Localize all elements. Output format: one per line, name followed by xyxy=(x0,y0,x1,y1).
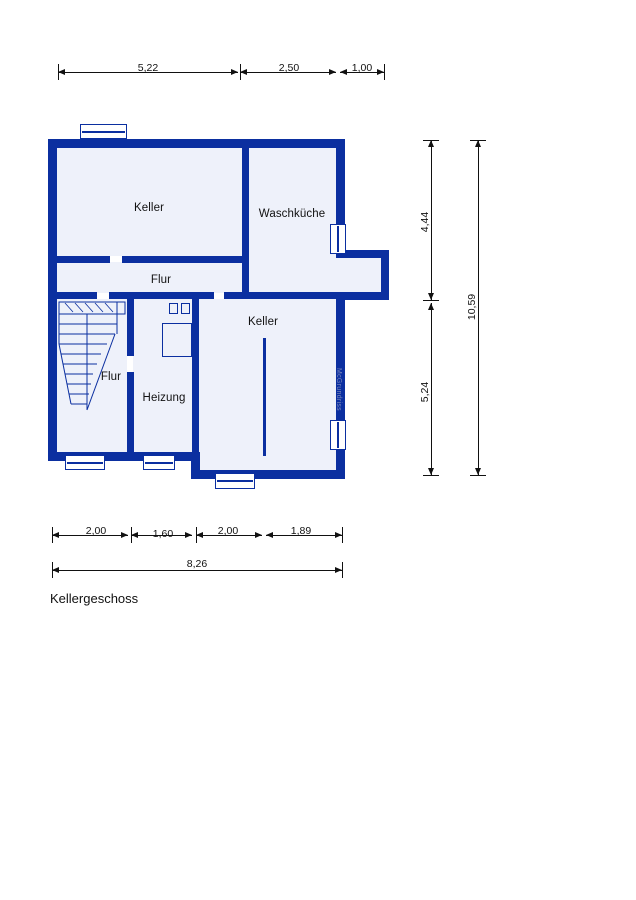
dim-arrow-bottom-1-left xyxy=(52,532,59,538)
dim-label-right-1: 4,44 xyxy=(419,211,431,233)
wall-exterior-top xyxy=(48,139,344,148)
dim-arrow-bottom-total-left xyxy=(52,567,59,573)
wall-exterior-left-upper xyxy=(48,139,57,299)
dim-arrow-right-2-bottom xyxy=(428,468,434,475)
wall-interior-pillar-line xyxy=(263,338,266,456)
dim-label-top-3: 1,00 xyxy=(351,62,373,74)
room-label-keller-oben: Keller xyxy=(133,202,165,214)
wall-interior-flur-heizung-a xyxy=(127,296,134,356)
dim-arrow-right-total-top xyxy=(475,140,481,147)
wall-exterior-bottom-right xyxy=(191,470,344,479)
window-bottom-heizung-bar xyxy=(145,462,173,464)
dim-arrow-right-total-bottom xyxy=(475,468,481,475)
dim-tick-top-c xyxy=(384,64,385,80)
dim-label-right-total: 10,59 xyxy=(466,293,478,321)
room-label-flur-links: Flur xyxy=(100,371,122,383)
dim-tick-bottom-total-a xyxy=(52,562,53,578)
wall-annex-bottom xyxy=(336,292,389,300)
dim-tick-right-total-b xyxy=(470,475,486,476)
plan-caption: Kellergeschoss xyxy=(50,591,139,606)
dim-arrow-bottom-3-right xyxy=(255,532,262,538)
dim-line-right-total xyxy=(478,140,479,475)
dim-label-bottom-2: 1,60 xyxy=(152,528,174,540)
wall-interior-keller-flur-b xyxy=(122,256,245,263)
dim-arrow-bottom-2-left xyxy=(131,532,138,538)
room-label-flur-oben: Flur xyxy=(150,274,172,286)
dim-tick-bottom-total-b xyxy=(342,562,343,578)
dim-label-bottom-3: 2,00 xyxy=(217,525,239,537)
dim-line-right-2 xyxy=(431,303,432,475)
staircase-graphic xyxy=(57,300,127,412)
wall-interior-stub xyxy=(242,282,249,298)
dim-arrow-top-3-right xyxy=(377,69,384,75)
dim-arrow-bottom-1-right xyxy=(121,532,128,538)
watermark-text: McGrundriss xyxy=(335,368,342,411)
dim-label-bottom-total: 8,26 xyxy=(186,558,208,570)
dim-tick-right-c xyxy=(423,475,439,476)
window-top-bar xyxy=(82,131,125,133)
staircase xyxy=(57,300,127,412)
room-fill-flur-oben xyxy=(56,262,243,293)
dim-arrow-bottom-2-right xyxy=(185,532,192,538)
wall-interior-heizung-keller xyxy=(192,296,199,456)
room-label-waschkueche: Waschküche xyxy=(258,208,326,220)
dim-arrow-top-2-left xyxy=(240,69,247,75)
shaft-box-small-1 xyxy=(169,303,178,314)
dim-arrow-bottom-3-left xyxy=(196,532,203,538)
dim-tick-right-total-a xyxy=(470,140,486,141)
room-label-heizung: Heizung xyxy=(142,392,186,404)
dim-label-top-1: 5,22 xyxy=(137,62,159,74)
window-bottom-keller-bar xyxy=(217,480,253,482)
dim-tick-top-a xyxy=(58,64,59,80)
window-bottom-flur-bar xyxy=(67,462,103,464)
dim-arrow-top-1-right xyxy=(231,69,238,75)
wall-interior-keller-flur-a xyxy=(52,256,110,263)
wall-interior-flur-heizung-b xyxy=(127,372,134,456)
dim-tick-bottom-c xyxy=(196,527,197,543)
dim-arrow-right-1-bottom xyxy=(428,293,434,300)
wall-interior-flur-lower-a xyxy=(52,292,97,299)
dim-arrow-right-1-top xyxy=(428,140,434,147)
dim-arrow-bottom-4-left xyxy=(266,532,273,538)
wall-exterior-left-lower xyxy=(48,293,57,461)
window-right-keller-bar xyxy=(337,422,339,448)
dim-tick-right-a xyxy=(423,140,439,141)
wall-interior-vertical-keller-waschkueche xyxy=(242,143,249,297)
window-right-waschkueche-bar xyxy=(337,226,339,252)
dim-tick-top-b xyxy=(240,64,241,80)
shaft-box-small-2 xyxy=(181,303,190,314)
dim-arrow-bottom-4-right xyxy=(335,532,342,538)
dim-label-bottom-4: 1,89 xyxy=(290,525,312,537)
dim-arrow-top-2-right xyxy=(329,69,336,75)
dim-tick-bottom-d xyxy=(342,527,343,543)
dim-line-bottom-total xyxy=(52,570,342,571)
dim-arrow-bottom-total-right xyxy=(335,567,342,573)
dim-line-right-1 xyxy=(431,140,432,300)
dim-label-bottom-1: 2,00 xyxy=(85,525,107,537)
dim-label-top-2: 2,50 xyxy=(278,62,300,74)
dim-arrow-top-3-left xyxy=(340,69,347,75)
dim-arrow-right-2-top xyxy=(428,303,434,310)
dim-tick-bottom-b xyxy=(131,527,132,543)
dim-label-right-2: 5,24 xyxy=(419,381,431,403)
dim-arrow-top-1-left xyxy=(58,69,65,75)
dim-tick-bottom-a xyxy=(52,527,53,543)
room-label-keller-unten: Keller xyxy=(247,316,279,328)
room-fill-waschkueche xyxy=(249,147,336,293)
shaft-box-large xyxy=(162,323,192,357)
dim-tick-right-b xyxy=(423,300,439,301)
